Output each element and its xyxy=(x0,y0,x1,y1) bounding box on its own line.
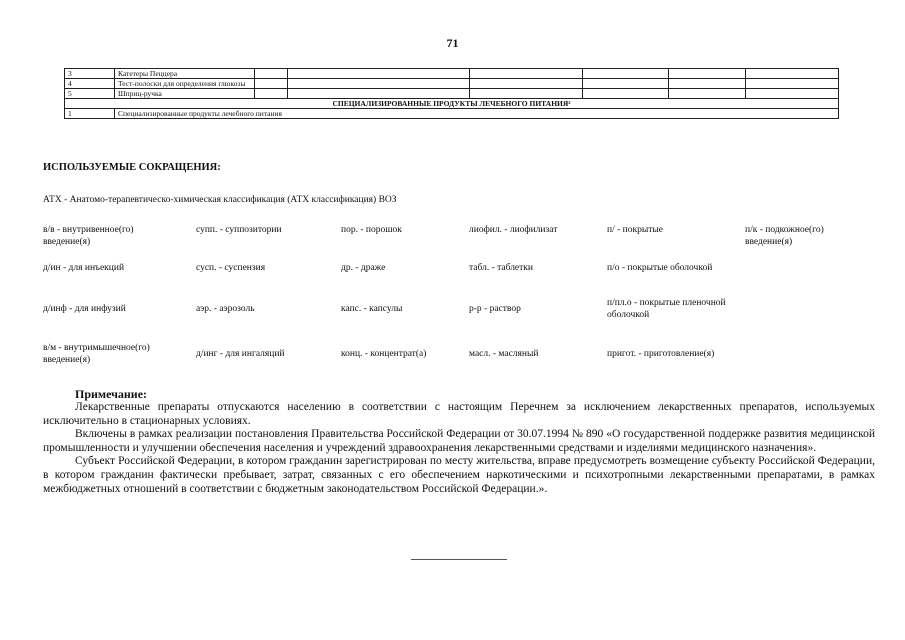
abbreviation-item: р-р - раствор xyxy=(469,304,521,314)
abbreviation-item: д/инг - для ингаляций xyxy=(196,349,285,359)
abbreviation-item: пригот. - приготовление(я) xyxy=(607,349,715,359)
note-paragraph: Лекарственные препараты отпускаются населению в соответствии с настоящим Перечнем за исключением лекарственных препаратов, используемых исключительно в стационарных условиях. xyxy=(43,401,875,427)
abbreviation-item: конц. - концентрат(а) xyxy=(341,349,427,359)
abbreviations-heading: ИСПОЛЬЗУЕМЫЕ СОКРАЩЕНИЯ: xyxy=(43,162,221,173)
section-title: СПЕЦИАЛИЗИРОВАННЫЕ ПРОДУКТЫ ЛЕЧЕБНОГО ПИТАНИЯ² xyxy=(65,99,839,109)
abbreviation-item: в/м - внутримышечное(го) введение(я) xyxy=(43,343,150,365)
page-number: 71 xyxy=(446,36,459,50)
row-number: 5 xyxy=(65,89,115,99)
abbreviation-item: табл. - таблетки xyxy=(469,263,533,273)
medications-table xyxy=(64,68,839,119)
note-paragraph: Включены в рамках реализации постановления Правительства Российской Федерации от 30.07.1994 № 890 «О государственной поддержке развития медицинской промышленности и улучшении обеспечения населения и учреждений здравоохранения лекарственными средствами и изделиями медицинского назначения». xyxy=(43,428,875,454)
table-row xyxy=(65,69,839,79)
abbreviation-item: супп. - суппозитории xyxy=(196,225,282,235)
table-row xyxy=(65,79,839,89)
row-number: 4 xyxy=(65,79,115,89)
note-paragraph: Субъект Российской Федерации, в котором гражданин зарегистрирован по месту жительства, вправе предусмотреть возмещение субъекту Российской Федерации, в котором гражданин фактически пребывает, затрат, связанных с его обеспечением наркотическими и психотропными лекарственными препаратами, в рамках межбюджетных отношений в соответствии с бюджетным законодательством Российской Федерации.». xyxy=(43,455,875,495)
abbreviation-item: д/ин - для инъекций xyxy=(43,263,125,273)
note-body xyxy=(43,401,875,496)
abbreviation-item: п/пл.о - покрытые пленочной оболочкой xyxy=(607,298,726,320)
row-number: 1 xyxy=(65,109,115,119)
abbreviation-item: др. - драже xyxy=(341,263,386,273)
abbreviation-item: п/о - покрытые оболочкой xyxy=(607,263,713,273)
row-name: Катетеры Пеццера xyxy=(115,69,255,79)
abbreviation-item: д/инф - для инфузий xyxy=(43,304,126,314)
row-name: Тест-полоски для определения глюкозы xyxy=(115,79,255,89)
abbreviation-item: сусп. - суспензия xyxy=(196,263,266,273)
row-name: Шприц-ручка xyxy=(115,89,255,99)
abbreviation-item: лиофил. - лиофилизат xyxy=(469,225,558,235)
abbreviation-item: капс. - капсулы xyxy=(341,304,403,314)
abbreviation-item: п/к - подкожное(го) введение(я) xyxy=(745,225,824,247)
atc-abbreviation: АТХ - Анатомо-терапевтическо-химическая классификация (АТХ классификация) ВОЗ xyxy=(43,195,397,205)
abbreviation-item: аэр. - аэрозоль xyxy=(196,304,255,314)
table-row xyxy=(65,109,839,119)
row-number: 3 xyxy=(65,69,115,79)
row-name: Специализированные продукты лечебного питания xyxy=(115,109,839,119)
abbreviation-item: масл. - масляный xyxy=(469,349,539,359)
note-title: Примечание: xyxy=(75,387,148,401)
abbreviation-item: п/ - покрытые xyxy=(607,225,663,235)
abbreviation-item: в/в - внутривенное(го) введение(я) xyxy=(43,225,134,247)
abbreviation-item: пор. - порошок xyxy=(341,225,402,235)
table-row xyxy=(65,89,839,99)
table-section-header xyxy=(65,99,839,109)
footnote-separator xyxy=(411,559,507,560)
